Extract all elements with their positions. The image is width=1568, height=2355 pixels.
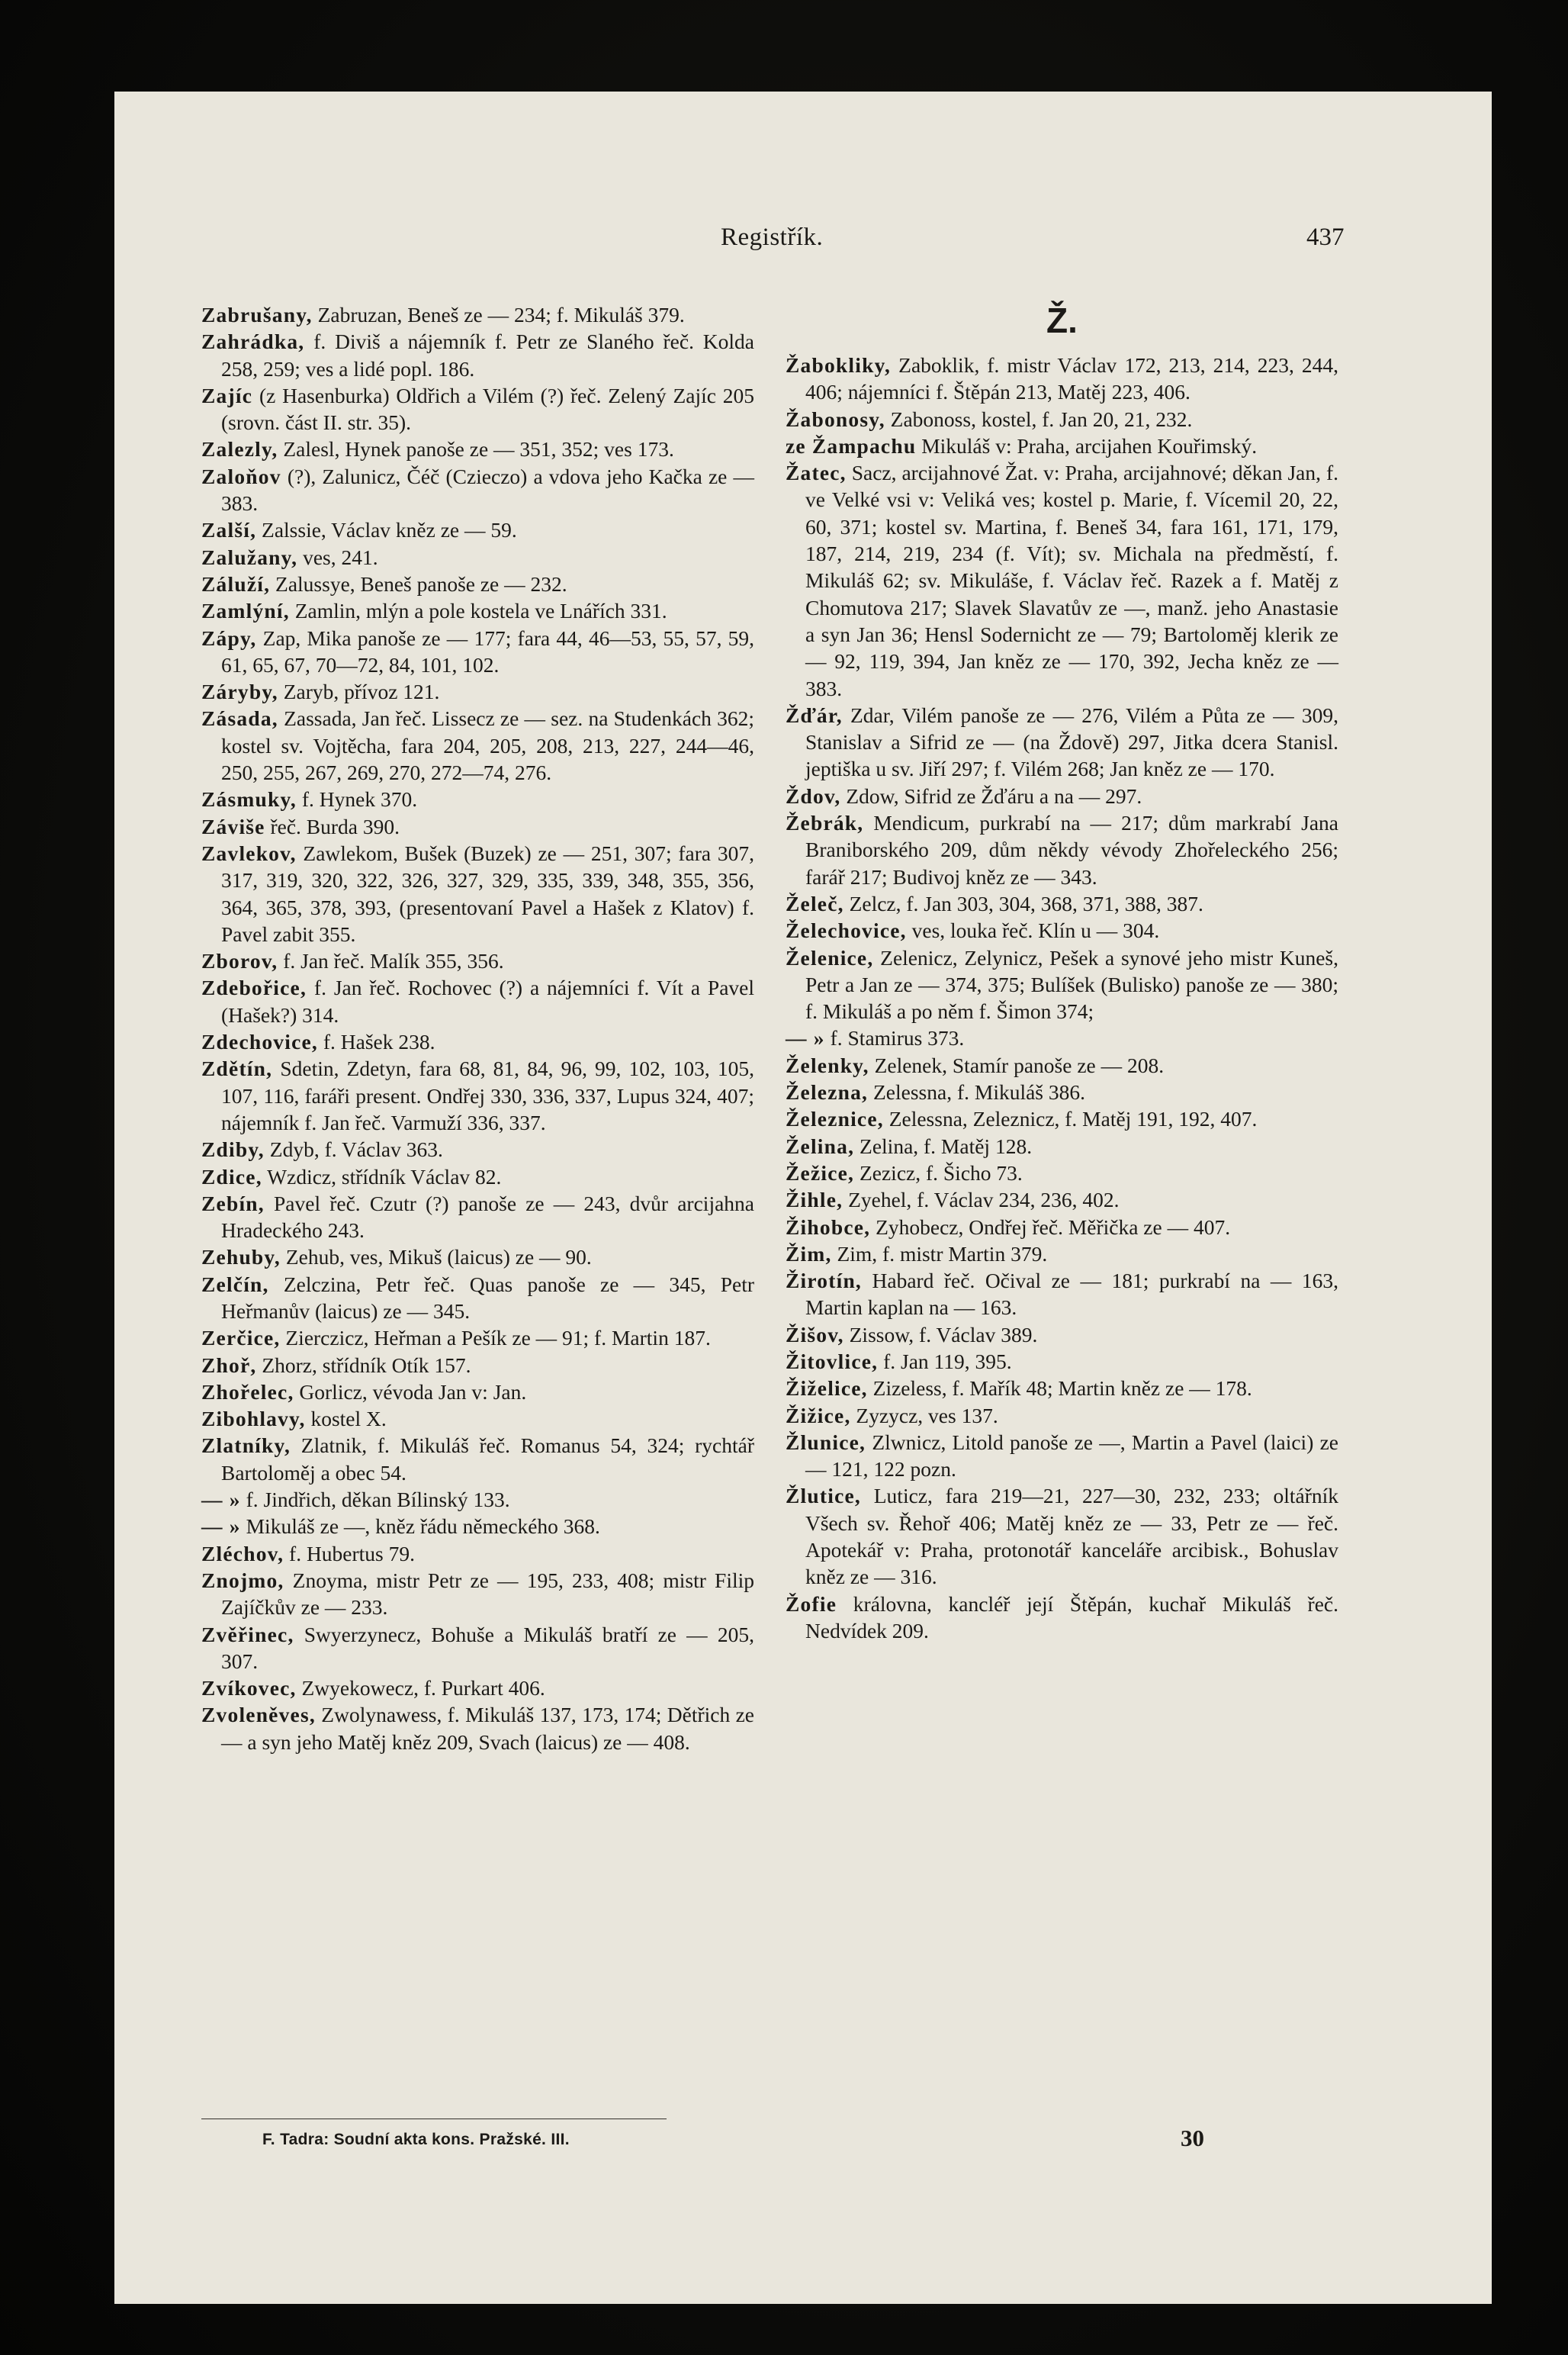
entry-headword: ze Žampachu: [786, 433, 917, 458]
index-entry: [786, 1133, 1338, 1160]
index-entry: [201, 786, 754, 812]
index-entry: [201, 1540, 754, 1567]
entry-text: Zehub, ves, Mikuš (laicus) ze — 90.: [285, 1245, 592, 1269]
entry-text: královna, kancléř její Štěpán, kuchař Mikuláš řeč. Nedvídek 209.: [805, 1591, 1338, 1642]
index-entry: [201, 1432, 754, 1486]
entry-text: Zalussye, Beneš panoše ze — 232.: [275, 571, 567, 596]
entry-headword: Zléchov,: [201, 1541, 284, 1565]
entry-text: Zyhobecz, Ondřej řeč. Měřička ze — 407.: [876, 1214, 1231, 1239]
page-header: [0, 224, 1568, 262]
entry-headword: Žlunice,: [786, 1430, 866, 1454]
signature-mark: 30: [1181, 2125, 1204, 2151]
entry-text: f. Jan 119, 395.: [883, 1349, 1012, 1373]
entry-headword: Zalezly,: [201, 437, 278, 462]
entry-text: Luticz, fara 219—21, 227—30, 232, 233; oltářník Všech sv. Řehoř 406; Matěj kněz ze — 33, Petr ze — řeč. Apotekář v: Praha, protonotář kanceláře arcibisk., Bohuslav kněz ze — 316.: [805, 1484, 1338, 1589]
entry-headword: Žatec,: [786, 461, 847, 485]
entry-headword: Zdiby,: [201, 1137, 265, 1162]
index-entry: [201, 1567, 754, 1621]
index-entry: [201, 1324, 754, 1351]
entry-headword: Zápy,: [201, 626, 257, 650]
index-entry: [201, 463, 754, 517]
index-entry: [201, 1243, 754, 1270]
entry-text: Pavel řeč. Czutr (?) panoše ze — 243, dvůr arcijahna Hradeckého 243.: [221, 1191, 754, 1243]
entry-text: Mikuláš ze —, kněz řádu německého 368.: [246, 1514, 600, 1539]
entry-headword: Zdechovice,: [201, 1030, 318, 1054]
page-number: 437: [1306, 224, 1345, 251]
entry-text: f. Hubertus 79.: [289, 1541, 416, 1565]
index-entry: [786, 1321, 1338, 1348]
entry-headword: Zalužany,: [201, 545, 298, 569]
entry-headword: Žlutice,: [786, 1484, 861, 1508]
index-entry: [201, 840, 754, 947]
entry-text: Zdar, Vilém panoše ze — 276, Vilém a Půta ze — 309, Stanislav a Sifrid ze — (na Ždově) 297, Jitka dcera Stanisl. jeptiška u sv. Jiří 297; f. Vilém 268; Jan kněz ze — 170.: [805, 703, 1338, 781]
index-entry: [786, 459, 1338, 702]
index-entry: [786, 1025, 1338, 1051]
entry-text: Zaryb, přívoz 121.: [283, 680, 440, 704]
entry-text: ves, 241.: [303, 545, 378, 569]
index-entry: [786, 1482, 1338, 1590]
index-entry: [201, 1271, 754, 1325]
entry-headword: Želechovice,: [786, 919, 907, 943]
entry-headword: Zebín,: [201, 1191, 265, 1215]
entry-text: f. Jan řeč. Malík 355, 356.: [283, 949, 504, 973]
entry-headword: Zásmuky,: [201, 787, 297, 812]
index-entry: [786, 433, 1338, 459]
index-entry: [786, 809, 1338, 890]
index-entry: [786, 352, 1338, 406]
index-entry: [201, 1405, 754, 1432]
entry-text: Zelina, f. Matěj 128.: [860, 1134, 1033, 1158]
entry-text: Zwolynawess, f. Mikuláš 137, 173, 174; Dětřich ze — a syn jeho Matěj kněz 209, Svach (laicus) ze — 408.: [221, 1703, 754, 1754]
entry-text: Zyehel, f. Václav 234, 236, 402.: [848, 1188, 1120, 1212]
index-entry: [201, 625, 754, 679]
index-entry: [786, 1105, 1338, 1132]
entry-headword: — »: [786, 1026, 825, 1050]
entry-text: Zaboklik, f. mistr Václav 172, 213, 214, 223, 244, 406; nájemníci f. Štěpán 213, Matěj 223, 406.: [805, 353, 1339, 404]
index-entry: [786, 890, 1338, 917]
entry-headword: Železna,: [786, 1080, 869, 1105]
entry-text: Zabonoss, kostel, f. Jan 20, 21, 232.: [890, 407, 1193, 431]
entry-headword: Zabrušany,: [201, 303, 313, 327]
index-entry: [201, 678, 754, 705]
index-entry: [786, 1214, 1338, 1240]
entry-text: Zelczina, Petr řeč. Quas panoše ze — 345, Petr Heřmanův (laicus) ze — 345.: [221, 1272, 754, 1323]
entry-text: Zelcz, f. Jan 303, 304, 368, 371, 388, 387.: [849, 891, 1203, 915]
entry-headword: Zhořelec,: [201, 1379, 294, 1404]
index-entry: [201, 571, 754, 597]
entry-headword: Zásada,: [201, 706, 278, 731]
entry-headword: Želina,: [786, 1134, 855, 1158]
index-entry: [786, 1240, 1338, 1267]
index-entry: [786, 1079, 1338, 1105]
entry-headword: Žabokliky,: [786, 353, 892, 377]
entry-headword: Zlatníky,: [201, 1433, 291, 1458]
entry-headword: Žihle,: [786, 1188, 843, 1212]
entry-headword: Zehuby,: [201, 1245, 281, 1269]
index-entry: [201, 1055, 754, 1136]
entry-headword: Zajíc: [201, 383, 253, 407]
entry-headword: Zerčice,: [201, 1326, 281, 1350]
entry-text: řeč. Burda 390.: [270, 814, 400, 838]
entry-headword: — »: [201, 1488, 241, 1512]
entry-headword: Zalší,: [201, 518, 257, 542]
index-entry: [786, 944, 1338, 1025]
right-column: [786, 294, 1338, 1644]
entry-text: Zap, Mika panoše ze — 177; fara 44, 46—53, 55, 57, 59, 61, 65, 67, 70—72, 84, 101, 102.: [221, 626, 754, 677]
index-entry: [201, 1190, 754, 1244]
running-head: Registřík.: [721, 224, 824, 251]
entry-text: Zizeless, f. Mařík 48; Martin kněz ze — 178.: [872, 1376, 1252, 1401]
entry-text: Zawlekom, Bušek (Buzek) ze — 251, 307; fara 307, 317, 319, 320, 322, 326, 327, 329, 335, 339, 348, 355, 356, 364, 365, 378, 393, (presentovaní Pavel a Hašek z Klatov) f. Pavel zabit 355.: [221, 841, 755, 946]
entry-headword: Záluží,: [201, 571, 271, 596]
index-entry: [201, 328, 754, 382]
entry-headword: Znojmo,: [201, 1568, 284, 1592]
entry-text: f. Stamirus 373.: [830, 1026, 965, 1050]
entry-headword: Zamlýní,: [201, 599, 290, 623]
entry-text: Zelenicz, Zelynicz, Pešek a synové jeho mistr Kuneš, Petr a Jan ze — 374, 375; Bulíšek (Bulisko) panoše ze — 380; f. Mikuláš a po něm f. Šimon 374;: [805, 945, 1339, 1024]
entry-text: Zalesl, Hynek panoše ze — 351, 352; ves 173.: [283, 437, 674, 462]
entry-text: kostel X.: [310, 1407, 387, 1431]
index-entry: [201, 382, 754, 436]
entry-headword: Zhoř,: [201, 1353, 257, 1377]
entry-headword: Železnice,: [786, 1107, 884, 1131]
entry-text: f. Hašek 238.: [323, 1030, 435, 1054]
entry-text: Zamlin, mlýn a pole kostela ve Lnářích 331.: [294, 599, 667, 623]
entry-text: Zierczicz, Heřman a Pešík ze — 91; f. Martin 187.: [285, 1326, 711, 1350]
index-entry: [201, 705, 754, 786]
entry-headword: Záviše: [201, 814, 265, 838]
entry-headword: Žiželice,: [786, 1376, 868, 1401]
index-entry: [786, 1052, 1338, 1079]
index-entry: [201, 1379, 754, 1405]
entry-headword: Žofie: [786, 1591, 837, 1616]
index-entry: [201, 1701, 754, 1755]
entry-headword: Zdětín,: [201, 1057, 273, 1081]
index-entry: [201, 813, 754, 840]
entry-headword: Želenice,: [786, 945, 874, 970]
entry-headword: Želeč,: [786, 891, 844, 915]
entry-headword: Zdice,: [201, 1164, 262, 1189]
entry-text: Sdetin, Zdetyn, fara 68, 81, 84, 96, 99, 102, 103, 105, 107, 116, faráři present. Ondřej 330, 336, 337, Lupus 324, 407; nájemník f. Jan řeč. Varmuží 336, 337.: [221, 1057, 755, 1134]
index-entry: [201, 1352, 754, 1379]
index-entry: [786, 1402, 1338, 1429]
entry-headword: Zavlekov,: [201, 841, 297, 865]
entry-text: Zdow, Sifrid ze Žďáru a na — 297.: [846, 783, 1142, 808]
index-entry: [201, 947, 754, 974]
index-entry: [786, 1591, 1338, 1645]
entry-headword: Žirotín,: [786, 1269, 863, 1293]
entry-text: Mendicum, purkrabí na — 217; dům markrabí Jana Braniborského 209, dům někdy vévody Zhořeleckého 256; farář 217; Budivoj kněz ze — 343.: [805, 811, 1338, 889]
entry-text: Znoyma, mistr Petr ze — 195, 233, 408; mistr Filip Zajíčkův ze — 233.: [221, 1568, 755, 1620]
entry-text: Zezicz, f. Šicho 73.: [859, 1160, 1023, 1185]
entry-headword: Zvěřinec,: [201, 1622, 294, 1646]
entry-text: f. Jindřich, děkan Bílinský 133.: [246, 1488, 510, 1512]
index-entry: [201, 597, 754, 624]
entry-text: Zdyb, f. Václav 363.: [269, 1137, 443, 1162]
entry-text: Zalssie, Václav kněz ze — 59.: [262, 518, 517, 542]
entry-text: f. Jan řeč. Rochovec (?) a nájemníci f. Vít a Pavel (Hašek?) 314.: [221, 976, 755, 1027]
entry-text: Gorlicz, vévoda Jan v: Jan.: [299, 1379, 527, 1404]
entry-headword: Zelčín,: [201, 1272, 269, 1296]
entry-text: Zissow, f. Václav 389.: [849, 1322, 1038, 1346]
entry-text: ves, louka řeč. Klín u — 304.: [911, 919, 1160, 943]
entry-text: Zelessna, Zeleznicz, f. Matěj 191, 192, 407.: [888, 1107, 1258, 1131]
right-column-entries: [786, 352, 1338, 1644]
entry-text: Zyzycz, ves 137.: [856, 1403, 998, 1427]
index-entry: [786, 1186, 1338, 1213]
entry-text: Zim, f. mistr Martin 379.: [837, 1241, 1048, 1266]
index-entry: [786, 1375, 1338, 1401]
entry-headword: Zaloňov: [201, 464, 281, 488]
index-entry: [786, 1429, 1338, 1483]
entry-text: Habard řeč. Očival ze — 181; purkrabí na — 163, Martin kaplan na — 163.: [805, 1269, 1338, 1320]
index-entry: [786, 783, 1338, 809]
entry-headword: Zvoleněves,: [201, 1703, 316, 1727]
entry-text: Mikuláš v: Praha, arcijahen Kouřimský.: [921, 433, 1258, 458]
entry-headword: Žižice,: [786, 1403, 851, 1427]
page-footer: [0, 2125, 1568, 2155]
entry-headword: Zvíkovec,: [201, 1676, 297, 1700]
index-entry: [201, 436, 754, 462]
entry-text: Swyerzynecz, Bohuše a Mikuláš bratří ze — 205, 307.: [221, 1622, 755, 1673]
entry-text: Wzdicz, střídník Václav 82.: [267, 1164, 502, 1189]
entry-headword: Ždov,: [786, 783, 841, 808]
entry-headword: Žabonosy,: [786, 407, 885, 431]
entry-text: Zelenek, Stamír panoše ze — 208.: [874, 1053, 1165, 1077]
index-entry: [786, 702, 1338, 783]
index-entry: [786, 1267, 1338, 1321]
index-entry: [786, 1160, 1338, 1186]
entry-headword: Žihobce,: [786, 1214, 871, 1239]
entry-headword: Želenky,: [786, 1053, 869, 1077]
footer-source: F. Tadra: Soudní akta kons. Pražské. III.: [262, 2131, 570, 2148]
left-column: [201, 301, 754, 1755]
entry-headword: Zborov,: [201, 949, 278, 973]
index-entry: [201, 1136, 754, 1163]
index-entry: [201, 1028, 754, 1055]
entry-headword: Žim,: [786, 1241, 832, 1266]
entry-text: Zabruzan, Beneš ze — 234; f. Mikuláš 379.: [317, 303, 685, 327]
entry-headword: Žebrák,: [786, 811, 864, 835]
entry-text: (?), Zalunicz, Čéč (Czieczo) a vdova jeho Kačka ze — 383.: [221, 464, 754, 516]
index-entry: [201, 544, 754, 571]
index-entry: [201, 1675, 754, 1701]
index-entry: [786, 406, 1338, 433]
entry-headword: Záryby,: [201, 680, 278, 704]
entry-text: Zlatnik, f. Mikuláš řeč. Romanus 54, 324; rychtář Bartoloměj a obec 54.: [221, 1433, 755, 1485]
index-entry: [201, 974, 754, 1028]
entry-text: Zassada, Jan řeč. Lissecz ze — sez. na Studenkách 362; kostel sv. Vojtěcha, fara 204, 205, 208, 213, 227, 244—46, 250, 255, 267, 269, 270, 272—74, 276.: [221, 706, 755, 785]
entry-headword: Zdebořice,: [201, 976, 307, 1000]
entry-text: (z Hasenburka) Oldřich a Vilém (?) řeč. Zelený Zajíc 205 (srovn. část II. str. 35).: [221, 383, 755, 435]
section-letter: Ž.: [1046, 301, 1078, 340]
index-entry: [201, 516, 754, 543]
entry-headword: Žitovlice,: [786, 1349, 879, 1373]
entry-headword: Zahrádka,: [201, 330, 305, 354]
entry-text: Zlwnicz, Litold panoše ze —, Martin a Pavel (laici) ze — 121, 122 pozn.: [805, 1430, 1338, 1482]
entry-headword: Žežice,: [786, 1160, 855, 1185]
index-entry: [201, 301, 754, 328]
index-entry: [786, 917, 1338, 944]
index-entry: [201, 1486, 754, 1513]
entry-text: f. Diviš a nájemník f. Petr ze Slaného řeč. Kolda 258, 259; ves a lidé popl. 186.: [221, 330, 755, 381]
entry-text: f. Hynek 370.: [301, 787, 418, 812]
entry-text: Zelessna, f. Mikuláš 386.: [873, 1080, 1086, 1105]
index-entry: [201, 1163, 754, 1190]
index-entry: [201, 1621, 754, 1675]
entry-headword: Žišov,: [786, 1322, 844, 1346]
entry-text: Sacz, arcijahnové Žat. v: Praha, arcijahnové; děkan Jan, f. ve Velké vsi v: Veliká ves; kostel p. Marie, f. Vícemil 20, 22, 60, 371; kostel sv. Martina, f. Beneš 34, fara 161, 171, 179, 187, 214, 219, 234 (f. Vít); sv. Michala na předměstí, f. Mikuláš 62; sv. Mikuláše, f. Václav řeč. Razek a f. Matěj z Chomutova 217; Slavek Slavatův ze —, manž. jeho Anastasie a syn Jan 36; Hensl Sodernicht ze — 79; Bartoloměj klerik ze — 92, 119, 394, Jan kněz ze — 170, 392, Jecha kněz ze — 383.: [805, 461, 1339, 700]
index-entry: [786, 1348, 1338, 1375]
entry-headword: — »: [201, 1514, 241, 1539]
entry-headword: Žďár,: [786, 703, 843, 727]
entry-text: Zwyekowecz, f. Purkart 406.: [301, 1676, 545, 1700]
index-entry: [201, 1513, 754, 1539]
entry-headword: Zibohlavy,: [201, 1407, 306, 1431]
entry-text: Zhorz, střídník Otík 157.: [262, 1353, 471, 1377]
